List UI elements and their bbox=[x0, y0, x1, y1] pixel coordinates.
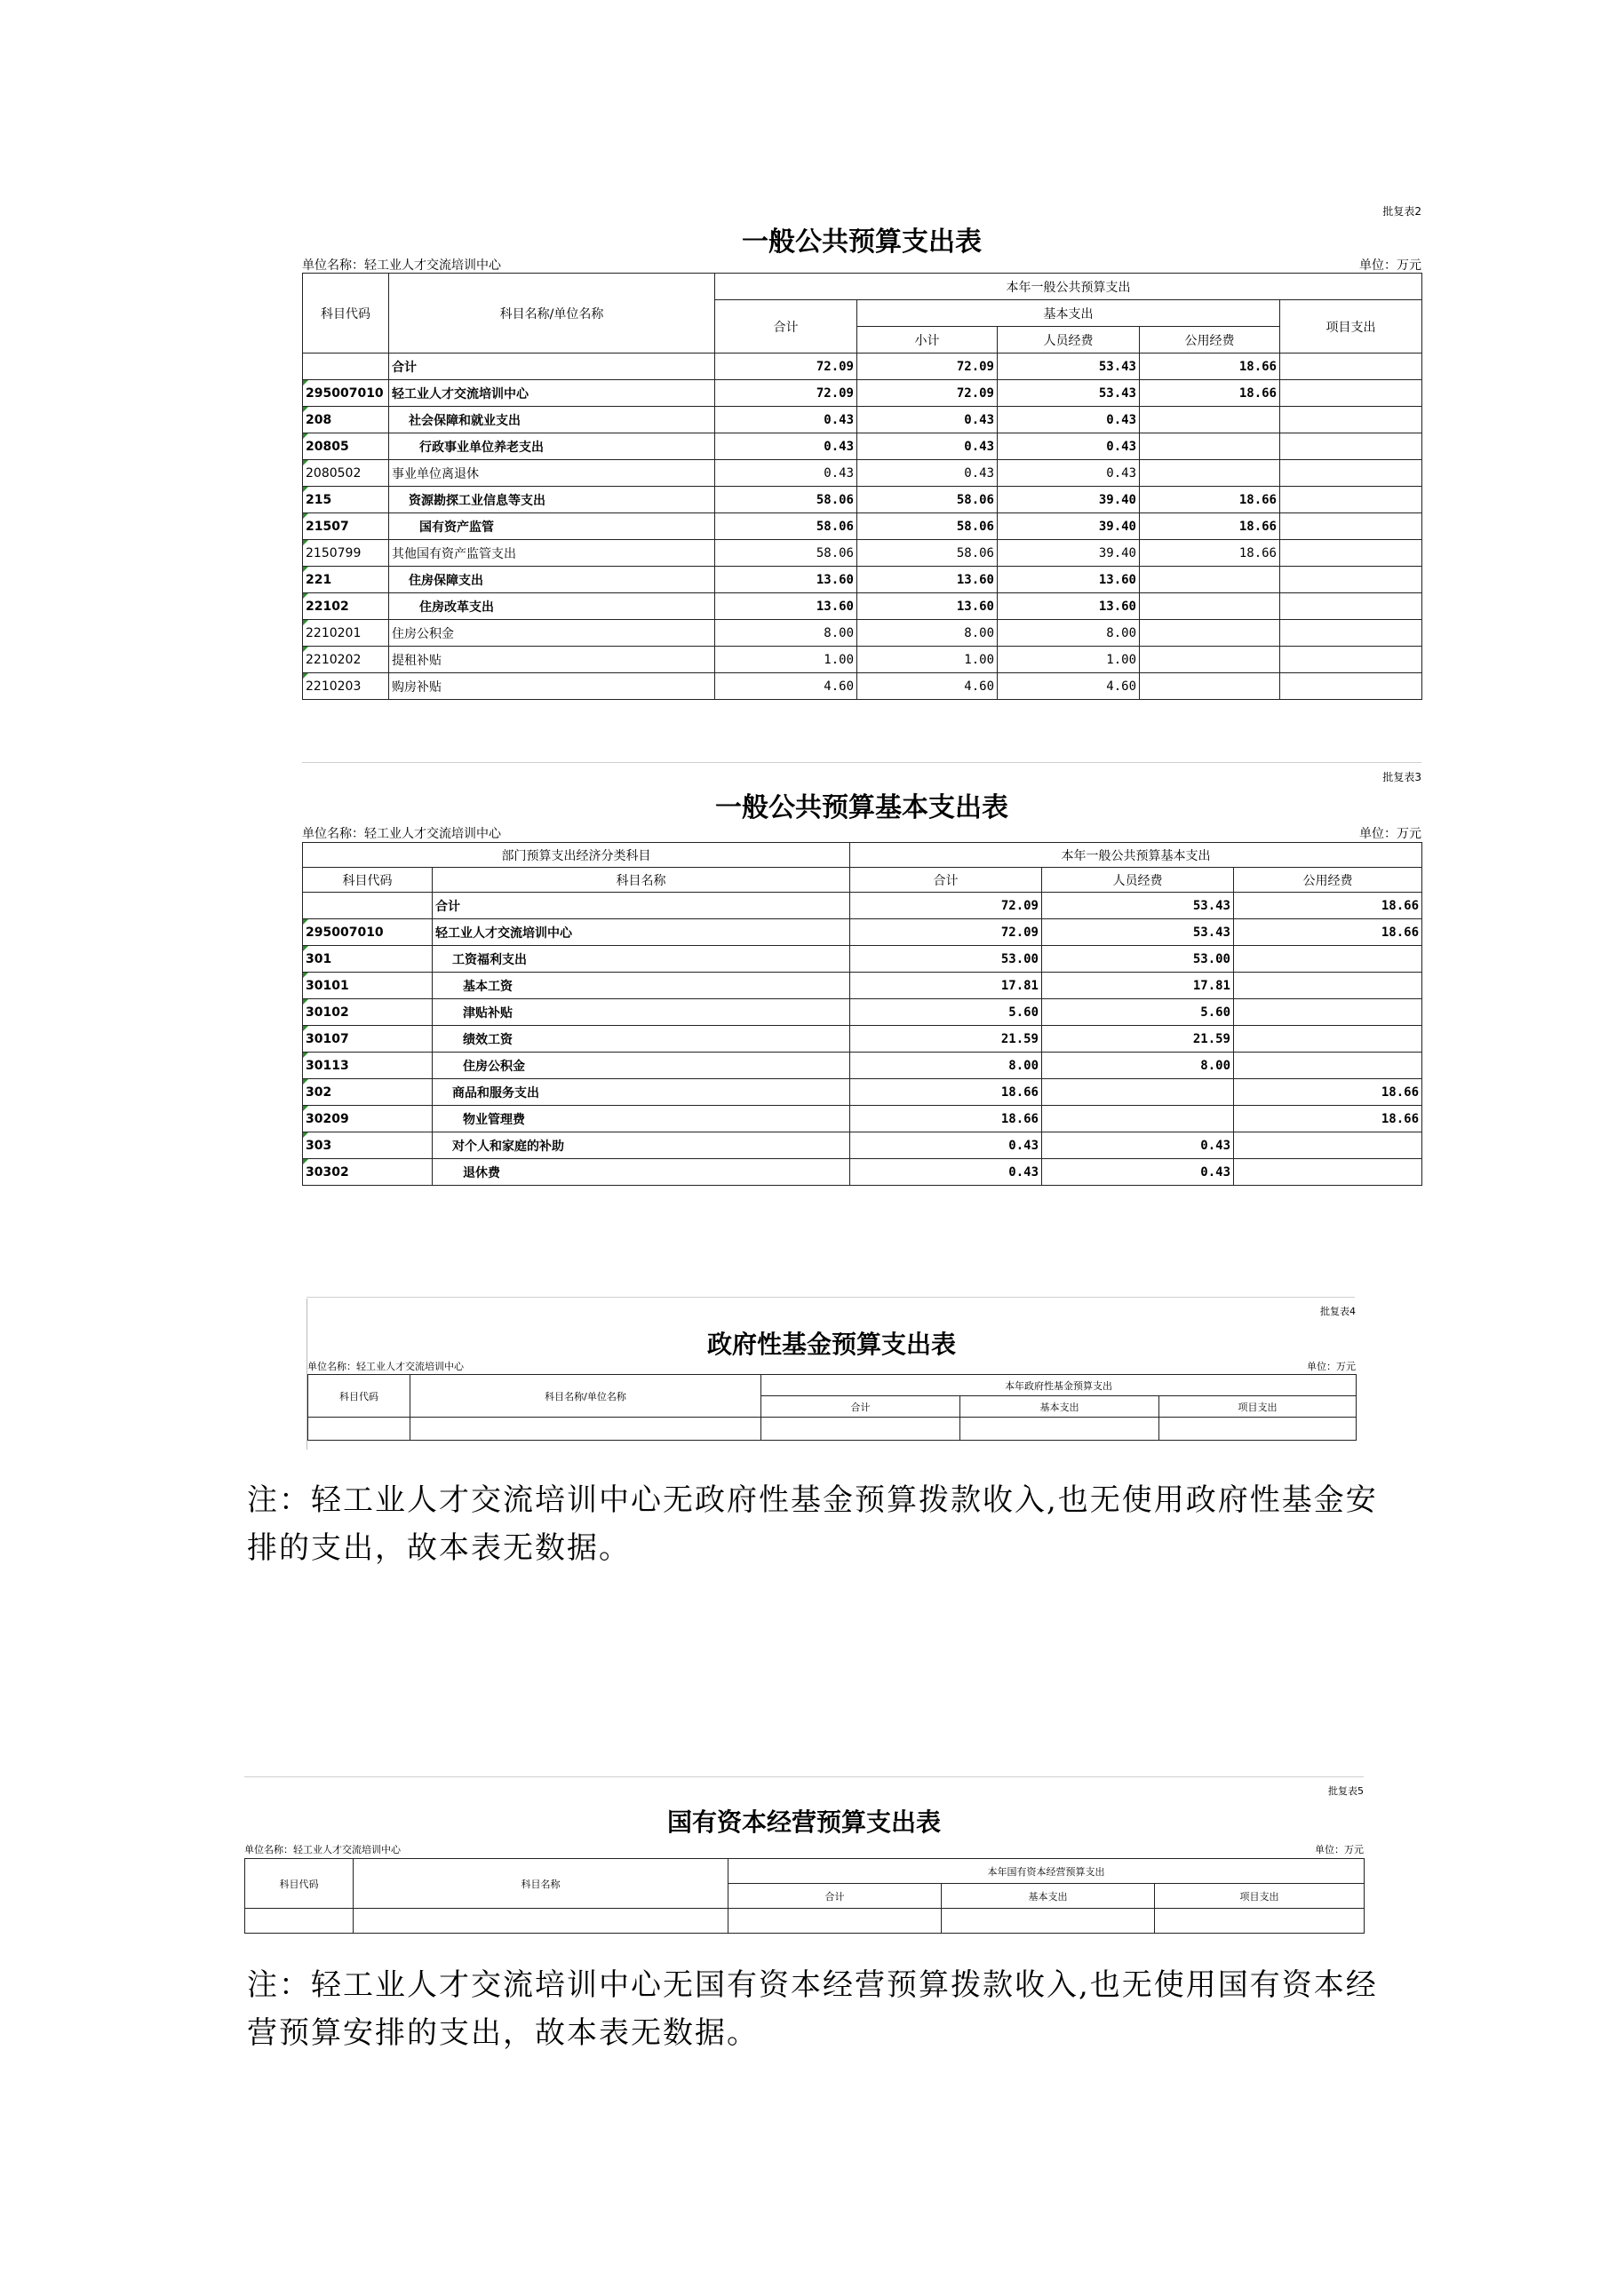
cell-public: 18.66 bbox=[1234, 1106, 1422, 1132]
table-row bbox=[303, 380, 1422, 407]
cell-total: 72.09 bbox=[715, 380, 857, 407]
cell-project bbox=[1280, 620, 1422, 647]
cell-total: 72.09 bbox=[715, 354, 857, 380]
cell-public bbox=[1234, 1026, 1422, 1053]
cell-public: 18.66 bbox=[1140, 380, 1280, 407]
t4-h-basic: 基本支出 bbox=[960, 1396, 1159, 1418]
cell-public bbox=[1140, 433, 1280, 460]
cell-code: 30101 bbox=[303, 973, 433, 999]
cell-public bbox=[1234, 1053, 1422, 1079]
cell-total: 13.60 bbox=[715, 567, 857, 593]
t2-h-name: 科目名称/单位名称 bbox=[389, 274, 715, 354]
cell-code: 30302 bbox=[303, 1159, 433, 1186]
table-row bbox=[303, 1053, 1422, 1079]
table-row bbox=[303, 973, 1422, 999]
cell-sub: 58.06 bbox=[857, 540, 998, 567]
cell-sub: 8.00 bbox=[857, 620, 998, 647]
table2-unit-line bbox=[302, 256, 1421, 274]
cell-project bbox=[1280, 354, 1422, 380]
table3 bbox=[302, 842, 1422, 1186]
separator-1 bbox=[302, 762, 1421, 763]
cell-public: 18.66 bbox=[1140, 487, 1280, 513]
cell-total: 1.00 bbox=[715, 647, 857, 673]
t4-h-name: 科目名称/单位名称 bbox=[410, 1375, 761, 1418]
cell-public bbox=[1140, 620, 1280, 647]
cell-personnel: 0.43 bbox=[998, 407, 1140, 433]
cell-public bbox=[1140, 567, 1280, 593]
cell-sub: 58.06 bbox=[857, 487, 998, 513]
cell-name: 合计 bbox=[433, 893, 850, 919]
cell-personnel: 5.60 bbox=[1042, 999, 1234, 1026]
cell-name: 住房改革支出 bbox=[389, 593, 715, 620]
t4-h-total: 合计 bbox=[761, 1396, 960, 1418]
table5-unit-name: 单位名称：轻工业人才交流培训中心 bbox=[244, 1844, 401, 1855]
cell-name: 住房保障支出 bbox=[389, 567, 715, 593]
table-row bbox=[303, 460, 1422, 487]
table2-unit-name: 单位名称：轻工业人才交流培训中心 bbox=[302, 258, 501, 273]
cell-code: 30113 bbox=[303, 1053, 433, 1079]
cell-name: 津贴补贴 bbox=[433, 999, 850, 1026]
t4-h-code: 科目代码 bbox=[308, 1375, 410, 1418]
cell-personnel: 39.40 bbox=[998, 513, 1140, 540]
cell-code: 22102 bbox=[303, 593, 389, 620]
t5-h-code: 科目代码 bbox=[245, 1859, 354, 1909]
table5-tag: 批复表5 bbox=[1328, 1785, 1364, 1797]
cell-public: 18.66 bbox=[1234, 893, 1422, 919]
cell-project bbox=[1280, 407, 1422, 433]
cell-project bbox=[1280, 487, 1422, 513]
cell-code: 295007010 bbox=[303, 919, 433, 946]
cell-name: 国有资产监管 bbox=[389, 513, 715, 540]
t5-h-total: 合计 bbox=[728, 1884, 942, 1909]
table4-unit-line bbox=[307, 1359, 1356, 1373]
t5-h-group: 本年国有资本经营预算支出 bbox=[728, 1859, 1365, 1884]
table5-block bbox=[244, 1778, 1364, 1938]
cell-name: 资源勘探工业信息等支出 bbox=[389, 487, 715, 513]
cell-sub: 0.43 bbox=[857, 407, 998, 433]
cell-code: 303 bbox=[303, 1132, 433, 1159]
cell-total: 0.43 bbox=[715, 407, 857, 433]
cell-personnel: 0.43 bbox=[998, 460, 1140, 487]
table-row bbox=[303, 593, 1422, 620]
cell-public bbox=[1234, 973, 1422, 999]
cell-personnel: 0.43 bbox=[1042, 1159, 1234, 1186]
t3-h-left-group: 部门预算支出经济分类科目 bbox=[303, 843, 850, 868]
table-row bbox=[303, 620, 1422, 647]
cell-public bbox=[1234, 946, 1422, 973]
t3-h-code: 科目代码 bbox=[303, 868, 433, 893]
table-row bbox=[303, 487, 1422, 513]
cell-personnel: 13.60 bbox=[998, 567, 1140, 593]
cell-name: 其他国有资产监管支出 bbox=[389, 540, 715, 567]
table3-unit-line bbox=[302, 824, 1421, 842]
t2-h-code: 科目代码 bbox=[303, 274, 389, 354]
table5-title: 国有资本经营预算支出表 bbox=[666, 1807, 941, 1837]
cell-code: 30107 bbox=[303, 1026, 433, 1053]
cell-total: 53.00 bbox=[850, 946, 1042, 973]
table2-unit: 单位：万元 bbox=[1359, 258, 1421, 273]
cell-public: 18.66 bbox=[1234, 919, 1422, 946]
t2-h-public: 公用经费 bbox=[1140, 327, 1280, 354]
table-row bbox=[303, 893, 1422, 919]
cell-name: 合计 bbox=[389, 354, 715, 380]
table4-title: 政府性基金预算支出表 bbox=[706, 1330, 956, 1359]
cell-personnel: 53.43 bbox=[998, 380, 1140, 407]
t3-h-name: 科目名称 bbox=[433, 868, 850, 893]
table2-title: 一般公共预算支出表 bbox=[742, 226, 982, 258]
cell-sub: 1.00 bbox=[857, 647, 998, 673]
cell-name: 购房补贴 bbox=[389, 673, 715, 700]
cell-code bbox=[303, 893, 433, 919]
table5 bbox=[244, 1858, 1365, 1934]
t2-h-basic: 基本支出 bbox=[857, 300, 1280, 327]
cell-total: 72.09 bbox=[850, 919, 1042, 946]
table5-unit: 单位：万元 bbox=[1315, 1844, 1364, 1855]
cell-public: 18.66 bbox=[1140, 354, 1280, 380]
cell-code: 215 bbox=[303, 487, 389, 513]
t5-h-name: 科目名称 bbox=[354, 1859, 728, 1909]
cell-public: 18.66 bbox=[1234, 1079, 1422, 1106]
cell-name: 物业管理费 bbox=[433, 1106, 850, 1132]
cell-total: 4.60 bbox=[715, 673, 857, 700]
table-row bbox=[303, 999, 1422, 1026]
t3-h-personnel: 人员经费 bbox=[1042, 868, 1234, 893]
cell-name: 住房公积金 bbox=[389, 620, 715, 647]
table3-unit: 单位：万元 bbox=[1359, 827, 1421, 841]
cell-project bbox=[1280, 433, 1422, 460]
cell-sub: 0.43 bbox=[857, 460, 998, 487]
cell-code: 21507 bbox=[303, 513, 389, 540]
separator-2 bbox=[306, 1297, 1355, 1298]
table3-tag: 批复表3 bbox=[1382, 771, 1421, 783]
cell-personnel: 53.43 bbox=[1042, 893, 1234, 919]
table2-block bbox=[302, 200, 1421, 697]
cell-code: 2150799 bbox=[303, 540, 389, 567]
cell-personnel: 53.43 bbox=[998, 354, 1140, 380]
table4-block bbox=[306, 1299, 1356, 1450]
cell-name: 商品和服务支出 bbox=[433, 1079, 850, 1106]
table2 bbox=[302, 273, 1422, 700]
t2-h-sub: 小计 bbox=[857, 327, 998, 354]
table4-unit-name: 单位名称：轻工业人才交流培训中心 bbox=[307, 1361, 464, 1372]
cell-sub: 72.09 bbox=[857, 354, 998, 380]
cell-total: 18.66 bbox=[850, 1106, 1042, 1132]
t4-h-project: 项目支出 bbox=[1159, 1396, 1357, 1418]
table-row bbox=[303, 647, 1422, 673]
cell-personnel bbox=[1042, 1106, 1234, 1132]
cell-name: 轻工业人才交流培训中心 bbox=[389, 380, 715, 407]
table3-title: 一般公共预算基本支出表 bbox=[715, 792, 1008, 823]
table-row bbox=[303, 1026, 1422, 1053]
table3-block bbox=[302, 766, 1421, 1192]
cell-code: 301 bbox=[303, 946, 433, 973]
t3-h-right-group: 本年一般公共预算基本支出 bbox=[850, 843, 1422, 868]
t3-h-total: 合计 bbox=[850, 868, 1042, 893]
table4-tag: 批复表4 bbox=[1320, 1306, 1356, 1317]
cell-code bbox=[303, 354, 389, 380]
t4-empty-row bbox=[308, 1418, 1357, 1441]
cell-code: 30102 bbox=[303, 999, 433, 1026]
cell-project bbox=[1280, 647, 1422, 673]
cell-personnel: 53.43 bbox=[1042, 919, 1234, 946]
cell-public bbox=[1140, 647, 1280, 673]
cell-sub: 4.60 bbox=[857, 673, 998, 700]
cell-code: 2080502 bbox=[303, 460, 389, 487]
cell-total: 21.59 bbox=[850, 1026, 1042, 1053]
cell-name: 绩效工资 bbox=[433, 1026, 850, 1053]
cell-name: 对个人和家庭的补助 bbox=[433, 1132, 850, 1159]
cell-total: 72.09 bbox=[850, 893, 1042, 919]
cell-public: 18.66 bbox=[1140, 513, 1280, 540]
table-row bbox=[303, 1132, 1422, 1159]
cell-total: 58.06 bbox=[715, 540, 857, 567]
table-row bbox=[303, 433, 1422, 460]
cell-public bbox=[1234, 999, 1422, 1026]
cell-name: 轻工业人才交流培训中心 bbox=[433, 919, 850, 946]
cell-sub: 72.09 bbox=[857, 380, 998, 407]
table3-unit-name: 单位名称：轻工业人才交流培训中心 bbox=[302, 827, 501, 841]
cell-code: 2210202 bbox=[303, 647, 389, 673]
cell-project bbox=[1280, 567, 1422, 593]
table-row bbox=[303, 513, 1422, 540]
table-row bbox=[303, 540, 1422, 567]
cell-personnel: 0.43 bbox=[998, 433, 1140, 460]
table-row bbox=[303, 567, 1422, 593]
cell-name: 行政事业单位养老支出 bbox=[389, 433, 715, 460]
cell-total: 8.00 bbox=[715, 620, 857, 647]
cell-project bbox=[1280, 593, 1422, 620]
cell-public bbox=[1234, 1132, 1422, 1159]
cell-code: 208 bbox=[303, 407, 389, 433]
cell-public bbox=[1234, 1159, 1422, 1186]
separator-3 bbox=[244, 1776, 1364, 1777]
cell-public bbox=[1140, 593, 1280, 620]
t5-h-project: 项目支出 bbox=[1155, 1884, 1365, 1909]
cell-project bbox=[1280, 380, 1422, 407]
cell-total: 18.66 bbox=[850, 1079, 1042, 1106]
cell-personnel: 13.60 bbox=[998, 593, 1140, 620]
cell-personnel: 21.59 bbox=[1042, 1026, 1234, 1053]
table4 bbox=[307, 1374, 1357, 1441]
cell-personnel: 39.40 bbox=[998, 487, 1140, 513]
cell-total: 5.60 bbox=[850, 999, 1042, 1026]
table-row bbox=[303, 919, 1422, 946]
table4-unit: 单位：万元 bbox=[1307, 1361, 1356, 1372]
cell-name: 退休费 bbox=[433, 1159, 850, 1186]
t5-h-basic: 基本支出 bbox=[942, 1884, 1155, 1909]
cell-personnel bbox=[1042, 1079, 1234, 1106]
cell-personnel: 1.00 bbox=[998, 647, 1140, 673]
cell-public bbox=[1140, 407, 1280, 433]
cell-personnel: 39.40 bbox=[998, 540, 1140, 567]
cell-name: 住房公积金 bbox=[433, 1053, 850, 1079]
cell-name: 社会保障和就业支出 bbox=[389, 407, 715, 433]
cell-total: 13.60 bbox=[715, 593, 857, 620]
cell-code: 302 bbox=[303, 1079, 433, 1106]
cell-code: 20805 bbox=[303, 433, 389, 460]
cell-code: 295007010 bbox=[303, 380, 389, 407]
cell-personnel: 17.81 bbox=[1042, 973, 1234, 999]
t2-h-project: 项目支出 bbox=[1280, 300, 1422, 354]
cell-name: 事业单位离退休 bbox=[389, 460, 715, 487]
table3-body bbox=[303, 893, 1422, 1186]
cell-project bbox=[1280, 540, 1422, 567]
table2-tag: 批复表2 bbox=[1382, 205, 1421, 218]
cell-total: 0.43 bbox=[850, 1159, 1042, 1186]
table4-note: 注：轻工业人才交流培训中心无政府性基金预算拨款收入,也无使用政府性基金安排的支出，故本表无数据。 bbox=[247, 1482, 1378, 1566]
cell-personnel: 4.60 bbox=[998, 673, 1140, 700]
cell-public: 18.66 bbox=[1140, 540, 1280, 567]
cell-code: 2210203 bbox=[303, 673, 389, 700]
cell-code: 2210201 bbox=[303, 620, 389, 647]
t2-h-personnel: 人员经费 bbox=[998, 327, 1140, 354]
table-row bbox=[303, 407, 1422, 433]
table-row bbox=[303, 1159, 1422, 1186]
t4-h-group: 本年政府性基金预算支出 bbox=[761, 1375, 1357, 1396]
cell-public bbox=[1140, 460, 1280, 487]
cell-name: 工资福利支出 bbox=[433, 946, 850, 973]
table-row bbox=[303, 1079, 1422, 1106]
cell-sub: 13.60 bbox=[857, 567, 998, 593]
t2-h-total: 合计 bbox=[715, 300, 857, 354]
cell-personnel: 8.00 bbox=[1042, 1053, 1234, 1079]
cell-code: 221 bbox=[303, 567, 389, 593]
cell-sub: 58.06 bbox=[857, 513, 998, 540]
cell-code: 30209 bbox=[303, 1106, 433, 1132]
table5-unit-line bbox=[244, 1842, 1364, 1856]
cell-name: 基本工资 bbox=[433, 973, 850, 999]
cell-total: 8.00 bbox=[850, 1053, 1042, 1079]
cell-project bbox=[1280, 460, 1422, 487]
cell-total: 0.43 bbox=[850, 1132, 1042, 1159]
cell-personnel: 53.00 bbox=[1042, 946, 1234, 973]
cell-personnel: 8.00 bbox=[998, 620, 1140, 647]
t2-h-group: 本年一般公共预算支出 bbox=[715, 274, 1422, 300]
table-row bbox=[303, 1106, 1422, 1132]
cell-total: 17.81 bbox=[850, 973, 1042, 999]
t3-h-public: 公用经费 bbox=[1234, 868, 1422, 893]
cell-sub: 0.43 bbox=[857, 433, 998, 460]
table2-body bbox=[303, 354, 1422, 700]
cell-total: 58.06 bbox=[715, 487, 857, 513]
cell-total: 0.43 bbox=[715, 460, 857, 487]
cell-public bbox=[1140, 673, 1280, 700]
table-row bbox=[303, 946, 1422, 973]
cell-name: 提租补贴 bbox=[389, 647, 715, 673]
table-row bbox=[303, 673, 1422, 700]
cell-project bbox=[1280, 513, 1422, 540]
cell-total: 0.43 bbox=[715, 433, 857, 460]
table-row bbox=[303, 354, 1422, 380]
table5-note: 注：轻工业人才交流培训中心无国有资本经营预算拨款收入,也无使用国有资本经营预算安排的支出，故本表无数据。 bbox=[247, 1967, 1378, 2051]
cell-sub: 13.60 bbox=[857, 593, 998, 620]
cell-project bbox=[1280, 673, 1422, 700]
cell-total: 58.06 bbox=[715, 513, 857, 540]
cell-personnel: 0.43 bbox=[1042, 1132, 1234, 1159]
t5-empty-row bbox=[245, 1909, 1365, 1934]
